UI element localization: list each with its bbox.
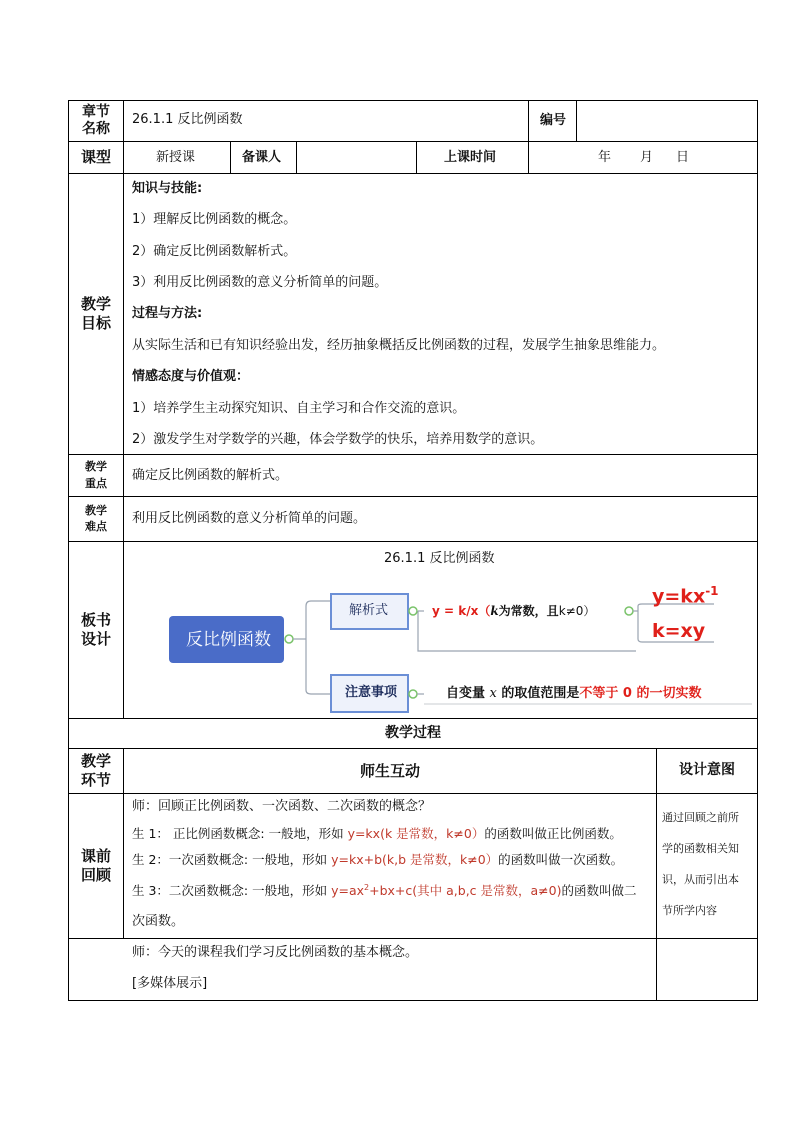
review-label: [69, 794, 123, 938]
goals-label-line1: 教学: [80, 295, 111, 314]
goals-section-attitude: 情感态度与价值观：: [132, 369, 250, 384]
date-year: 年: [598, 150, 612, 165]
review-intent-line: 通过回顾之前所: [662, 811, 739, 824]
key-point-label-line2: 重点: [85, 476, 107, 490]
right-formula-base: y=kx: [652, 585, 706, 608]
goals-line: 1）培养学生主动探究知识、自主学习和合作交流的意识。: [132, 401, 466, 416]
process-col3-header: 设计意图: [679, 762, 735, 779]
right-formula-exp: -1: [705, 584, 719, 598]
chapter-label-line1: 章节: [82, 103, 110, 120]
number-label: 编号: [540, 113, 567, 128]
review-intent-line: 学的函数相关知: [662, 842, 739, 855]
s2-suffix: 的函数叫做一次函数。: [498, 852, 624, 867]
key-point-label-line1: 教学: [85, 460, 107, 473]
branch2-connector-dot: [409, 690, 417, 698]
note-prefix: 自变量: [446, 686, 490, 701]
s3-formula-sup: 2: [364, 883, 370, 892]
s2-formula: y=kx+b(k,b 是常数，k≠0）: [331, 852, 499, 867]
branch2-label: 注意事项: [345, 685, 398, 700]
review-intent-line: 识，从而引出本: [662, 873, 739, 886]
s1-formula: y=kx(k 是常数，k≠0）: [347, 826, 485, 841]
goals-label-line2: 目标: [80, 314, 111, 332]
goals-line: 2）激发学生对学数学的兴趣，体会学数学的快乐，培养用数学的意识。: [132, 432, 544, 447]
process-col1-line1: 教学: [80, 752, 111, 771]
s1-suffix: 的函数叫做正比例函数。: [484, 826, 622, 841]
board-label: [69, 542, 123, 718]
right-formula-product: k=xy: [652, 620, 706, 642]
goals-section-process: 过程与方法:: [132, 306, 203, 321]
key-point-label: [69, 455, 123, 496]
review-label-line1: 课前: [80, 847, 111, 866]
review-intent-line: 节所学内容: [662, 904, 717, 917]
note-mid: 的取值范围是: [496, 686, 580, 701]
process-col2-header: 师生互动: [359, 761, 420, 780]
formula-connector-dot: [625, 607, 633, 615]
formula-cond: k≠0）: [558, 604, 596, 618]
goals-section-knowledge: 知识与技能:: [132, 181, 203, 196]
key-point-text: 确定反比例函数的解析式。: [132, 468, 289, 483]
board-label-line1: 板书: [80, 611, 111, 630]
board-formula: [432, 604, 595, 618]
intro-line-teacher: 师：今天的课程我们学习反比例函数的基本概念。: [132, 945, 419, 960]
board-title: 26.1.1 反比例函数: [384, 551, 495, 566]
formula-prefix: y = k/x（: [432, 604, 491, 618]
intro-line-media: [多媒体展示]: [132, 976, 208, 991]
difficulty-label-line1: 教学: [85, 503, 107, 517]
chapter-label-line2: 名称: [82, 121, 110, 137]
s3-suffix: 的函数叫做二: [561, 883, 637, 899]
review-line-student3: [132, 883, 637, 898]
goals-line: 3）利用反比例函数的意义分析简单的问题。: [132, 275, 388, 290]
review-line-student1: [132, 826, 622, 841]
s2-prefix: 生 2：一次函数概念: 一般地，形如: [132, 852, 332, 867]
s3-formula-b: +bx+c(其中 a,b,c 是常数，a≠0): [369, 883, 562, 899]
difficulty-label: [69, 497, 123, 541]
branch1-label: 解析式: [349, 603, 389, 618]
goals-line: 从实际生活和已有知识经验出发，经历抽象概括反比例函数的过程，发展学生抽象思维能力。: [132, 338, 666, 353]
date-month: 月: [640, 150, 654, 165]
note-red: 不等于 0 的一切实数: [579, 686, 702, 701]
date-day: 日: [676, 150, 690, 165]
review-line-teacher: 师：回顾正比例函数、一次函数、二次函数的概念？: [132, 799, 432, 814]
goals-line: 2）确定反比例函数解析式。: [132, 244, 297, 259]
time-label: 上课时间: [444, 150, 497, 165]
difficulty-label-line2: 难点: [85, 520, 107, 533]
chapter-label: [69, 101, 123, 141]
chapter-value: 26.1.1 反比例函数: [132, 112, 243, 127]
goals-line: 1）理解反比例函数的概念。: [132, 212, 297, 227]
course-type-value: 新授课: [156, 150, 196, 165]
review-line-student3-cont: 次函数。: [132, 914, 185, 929]
note-x: x: [489, 686, 497, 701]
branch1-connector-dot: [409, 607, 417, 615]
s3-formula: [331, 883, 561, 898]
formula-mid: 为常数，且: [498, 604, 559, 618]
s1-prefix: 生 1： 正比例函数概念: 一般地，形如: [132, 826, 348, 841]
s3-formula-a: y=ax: [331, 883, 365, 899]
process-col1-header: [69, 749, 123, 793]
s3-prefix: 生 3：二次函数概念: 一般地，形如: [132, 883, 332, 899]
prep-label: 备课人: [242, 150, 282, 165]
goals-label: [69, 174, 123, 454]
formula-k: k: [490, 604, 499, 618]
board-label-line2: 设计: [80, 630, 111, 648]
right-formula-inverse: [652, 584, 719, 608]
process-title: 教学过程: [385, 724, 441, 741]
difficulty-text: 利用反比例函数的意义分析简单的问题。: [132, 511, 367, 526]
board-note: [446, 686, 702, 702]
review-line-student2: [132, 852, 623, 867]
mindmap-root-label: 反比例函数: [186, 630, 271, 650]
review-label-line2: 回顾: [80, 866, 111, 884]
course-type-label: 课型: [80, 148, 111, 167]
process-col1-line2: 环节: [80, 771, 111, 789]
root-connector-dot: [285, 635, 293, 643]
